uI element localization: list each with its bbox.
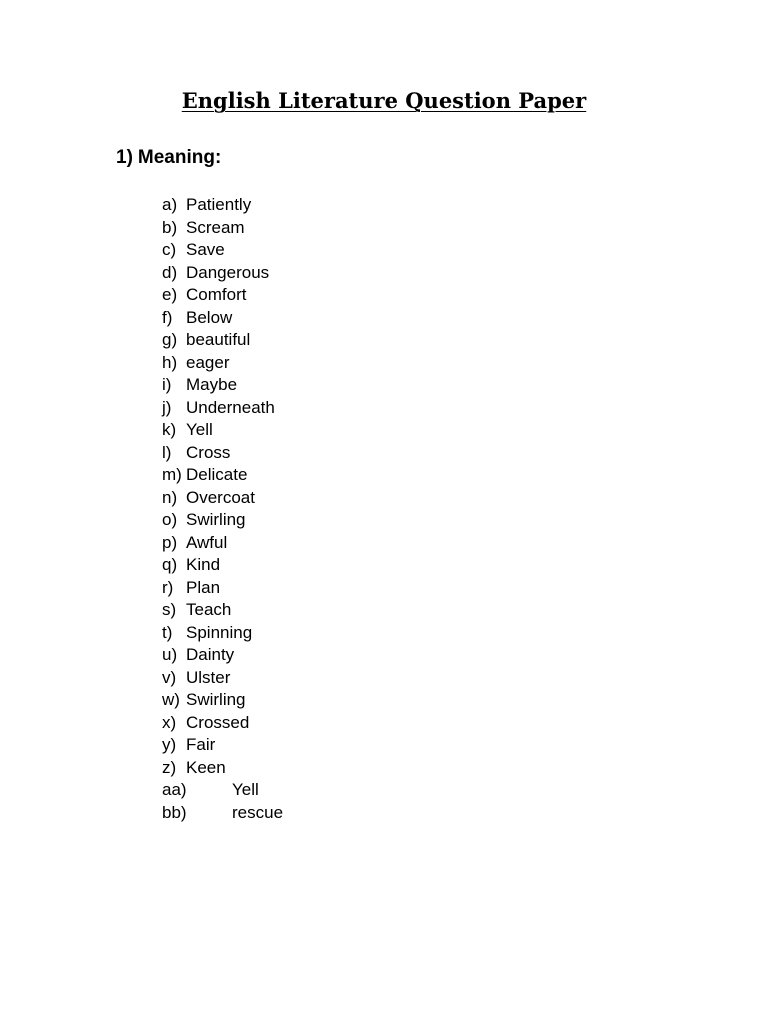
list-item-marker: i)	[162, 375, 172, 394]
list-item-marker: l)	[162, 442, 172, 462]
list-item-text: Plan	[186, 577, 221, 597]
list-item-text: Overcoat	[186, 487, 255, 507]
list-item-marker: w)	[162, 690, 180, 709]
list-item	[162, 487, 283, 510]
list-item	[162, 284, 283, 307]
list-item	[162, 307, 283, 330]
list-item	[162, 419, 283, 442]
list-item	[162, 532, 283, 555]
list-item-text: Kind	[186, 555, 221, 574]
list-item-text: Keen	[186, 757, 226, 777]
list-item	[162, 779, 283, 802]
list-item-text: Crossed	[186, 712, 250, 732]
list-item-marker: aa)	[162, 780, 187, 799]
list-item	[162, 577, 283, 600]
list-item	[162, 262, 283, 285]
list-item-text: Swirling	[186, 510, 246, 529]
list-item	[162, 622, 283, 645]
list-item-text: rescue	[232, 802, 284, 822]
list-item-marker: a)	[162, 195, 178, 214]
list-item-text: Yell	[232, 780, 259, 799]
section-number: 1)	[116, 147, 133, 168]
list-item-text: Ulster	[186, 667, 231, 687]
list-item-marker: y)	[162, 735, 177, 754]
list-item	[162, 712, 283, 735]
list-item	[162, 802, 283, 825]
list-item	[162, 329, 283, 352]
list-item	[162, 239, 283, 262]
list-item	[162, 734, 283, 757]
page-title	[0, 86, 768, 116]
list-item	[162, 352, 283, 375]
list-item-text: Cross	[186, 442, 231, 462]
list-item-marker: p)	[162, 532, 178, 552]
list-item	[162, 442, 283, 465]
list-item-text: Spinning	[186, 622, 253, 642]
list-item-marker: f)	[162, 307, 173, 327]
list-item	[162, 194, 283, 217]
list-item-marker: g)	[162, 330, 178, 349]
list-item-marker: o)	[162, 510, 178, 529]
list-item-text: Below	[186, 307, 233, 327]
meaning-list	[162, 194, 283, 824]
list-item-text: Comfort	[186, 285, 247, 304]
list-item-text: Swirling	[186, 690, 246, 709]
list-item-marker: s)	[162, 600, 177, 619]
list-item-marker: t)	[162, 622, 173, 642]
page-title-text: English Literature Question Paper	[181, 88, 587, 113]
list-item-text: Dangerous	[186, 262, 270, 282]
list-item-text: Maybe	[186, 375, 238, 394]
list-item-marker: e)	[162, 285, 178, 304]
list-item-text: Delicate	[186, 465, 248, 484]
list-item	[162, 397, 283, 420]
list-item-marker: m)	[162, 465, 182, 484]
list-item-text: Yell	[186, 420, 213, 439]
list-item-marker: x)	[162, 712, 177, 732]
list-item-text: beautiful	[186, 330, 251, 349]
list-item-text: Fair	[186, 735, 216, 754]
list-item	[162, 667, 283, 690]
list-item-marker: v)	[162, 667, 177, 687]
list-item-marker: u)	[162, 645, 178, 664]
list-item-marker: bb)	[162, 802, 187, 822]
list-item-text: Save	[186, 240, 225, 259]
list-item-text: Patiently	[186, 195, 252, 214]
list-item-text: Dainty	[186, 645, 235, 664]
list-item	[162, 644, 283, 667]
list-item-text: Underneath	[186, 397, 275, 417]
list-item-marker: z)	[162, 757, 177, 777]
list-item	[162, 509, 283, 532]
section-heading	[116, 145, 221, 171]
list-item-text: eager	[186, 352, 230, 372]
list-item	[162, 554, 283, 577]
list-item-marker: j)	[162, 397, 172, 417]
list-item-text: Teach	[186, 600, 232, 619]
list-item-marker: k)	[162, 420, 177, 439]
list-item-marker: c)	[162, 240, 177, 259]
list-item-marker: d)	[162, 262, 178, 282]
list-item-marker: b)	[162, 217, 178, 237]
list-item-marker: h)	[162, 352, 178, 372]
list-item	[162, 217, 283, 240]
list-item	[162, 599, 283, 622]
list-item	[162, 689, 283, 712]
list-item-marker: r)	[162, 577, 174, 597]
list-item	[162, 464, 283, 487]
list-item-text: Scream	[186, 217, 245, 237]
list-item	[162, 757, 283, 780]
section-heading-text: Meaning:	[137, 147, 222, 168]
list-item-marker: n)	[162, 487, 178, 507]
list-item-text: Awful	[186, 532, 228, 552]
list-item	[162, 374, 283, 397]
list-item-marker: q)	[162, 555, 178, 574]
